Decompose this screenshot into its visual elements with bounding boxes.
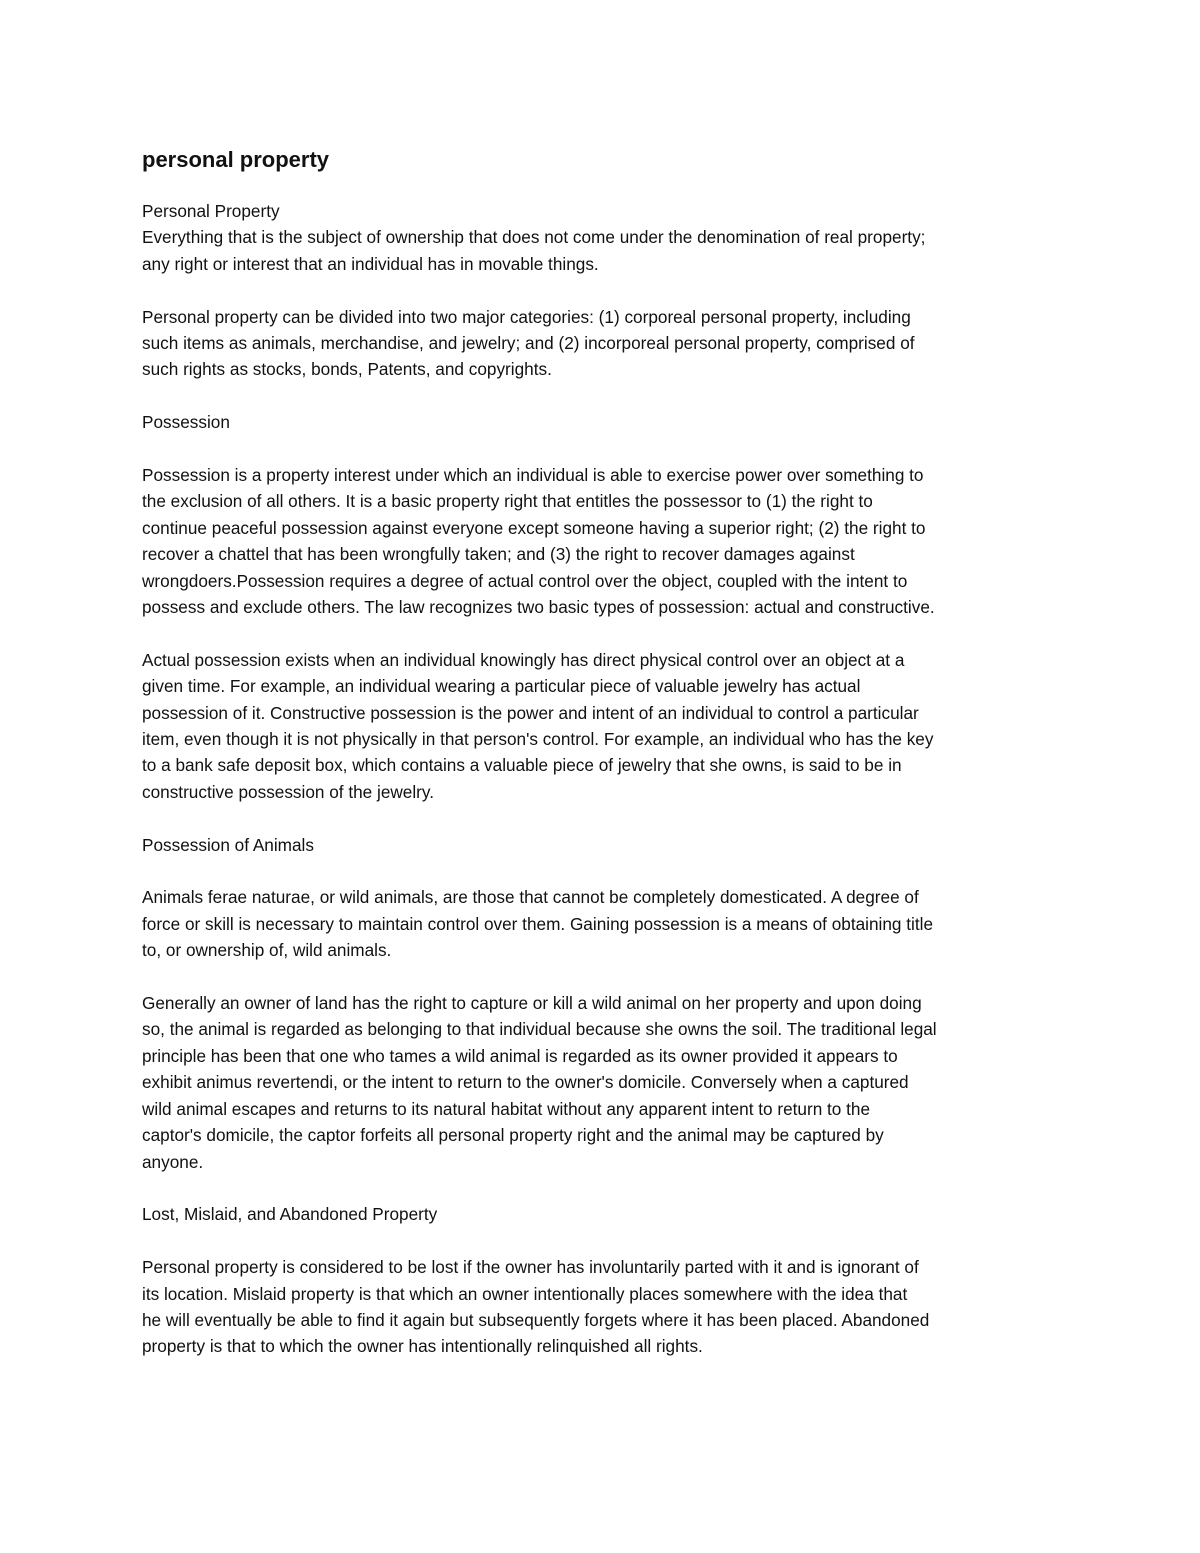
text-line: continue peaceful possession against everyone except someone having a superior right; (2) the right to	[142, 517, 926, 538]
lost-heading-block	[142, 1201, 1052, 1227]
text-line: he will eventually be able to find it again but subsequently forgets where it has been placed. Abandoned	[142, 1309, 930, 1330]
text-line: Everything that is the subject of ownership that does not come under the denomination of real property;	[142, 227, 926, 248]
land-owner-paragraph	[142, 990, 1052, 1175]
text-line: anyone.	[142, 1151, 204, 1172]
intro-heading: Personal Property	[142, 201, 280, 221]
text-line: its location. Mislaid property is that which an owner intentionally places somewhere with the idea that	[142, 1283, 908, 1304]
text-line: possession of it. Constructive possession is the power and intent of an individual to control a particular	[142, 702, 919, 723]
text-line: property is that to which the owner has intentionally relinquished all rights.	[142, 1336, 703, 1357]
text-line: Generally an owner of land has the right to capture or kill a wild animal on her property and upon doing	[142, 993, 922, 1014]
document-body	[142, 146, 1052, 1360]
text-line: principle has been that one who tames a wild animal is regarded as its owner provided it appears to	[142, 1045, 898, 1066]
text-line: Personal property is considered to be lost if the owner has involuntarily parted with it and is ignorant of	[142, 1257, 919, 1278]
section-heading-possession: Possession	[142, 412, 230, 433]
text-line: Actual possession exists when an individual knowingly has direct physical control over an object at a	[142, 649, 905, 670]
text-line: to, or ownership of, wild animals.	[142, 940, 392, 961]
intro-paragraph	[142, 198, 1052, 277]
text-line: such rights as stocks, bonds, Patents, and copyrights.	[142, 359, 552, 380]
text-line: the exclusion of all others. It is a basic property right that entitles the possessor to (1) the right to	[142, 491, 873, 512]
text-line: given time. For example, an individual wearing a particular piece of valuable jewelry has actual	[142, 676, 861, 697]
text-line: captor's domicile, the captor forfeits all personal property right and the animal may be captured by	[142, 1125, 884, 1146]
text-line: exhibit animus revertendi, or the intent to return to the owner's domicile. Conversely when a captured	[142, 1072, 909, 1093]
text-line: Possession is a property interest under which an individual is able to exercise power over something to	[142, 465, 924, 486]
text-line: so, the animal is regarded as belonging to that individual because she owns the soil. The traditional legal	[142, 1019, 937, 1040]
text-line: wild animal escapes and returns to its natural habitat without any apparent intent to return to the	[142, 1098, 871, 1119]
possession-heading-block	[142, 409, 1052, 435]
text-line: force or skill is necessary to maintain control over them. Gaining possession is a means of obtaining title	[142, 913, 934, 934]
animals-heading-block	[142, 832, 1052, 858]
section-heading-lost-mislaid-abandoned: Lost, Mislaid, and Abandoned Property	[142, 1204, 438, 1225]
section-heading-animals: Possession of Animals	[142, 834, 314, 855]
categories-paragraph	[142, 304, 1052, 383]
text-line: Personal property can be divided into two major categories: (1) corporeal personal property, including	[142, 306, 911, 327]
lost-property-paragraph	[142, 1254, 1052, 1360]
text-line: such items as animals, merchandise, and jewelry; and (2) incorporeal personal property, comprised of	[142, 333, 915, 354]
text-line: item, even though it is not physically in that person's control. For example, an individual who has the key	[142, 729, 934, 750]
text-line: Animals ferae naturae, or wild animals, are those that cannot be completely domesticated. A degree of	[142, 887, 919, 908]
text-line: wrongdoers.Possession requires a degree of actual control over the object, coupled with the intent to	[142, 570, 908, 591]
animals-paragraph	[142, 884, 1052, 963]
possession-paragraph	[142, 462, 1052, 620]
text-line: to a bank safe deposit box, which contains a valuable piece of jewelry that she owns, is said to be in	[142, 755, 902, 776]
text-line: any right or interest that an individual has in movable things.	[142, 253, 599, 274]
text-line: constructive possession of the jewelry.	[142, 781, 435, 802]
actual-possession-paragraph	[142, 647, 1052, 805]
text-line: recover a chattel that has been wrongfully taken; and (3) the right to recover damages against	[142, 544, 855, 565]
text-line: possess and exclude others. The law recognizes two basic types of possession: actual and constructive.	[142, 597, 935, 618]
document-title: personal property	[142, 147, 330, 172]
